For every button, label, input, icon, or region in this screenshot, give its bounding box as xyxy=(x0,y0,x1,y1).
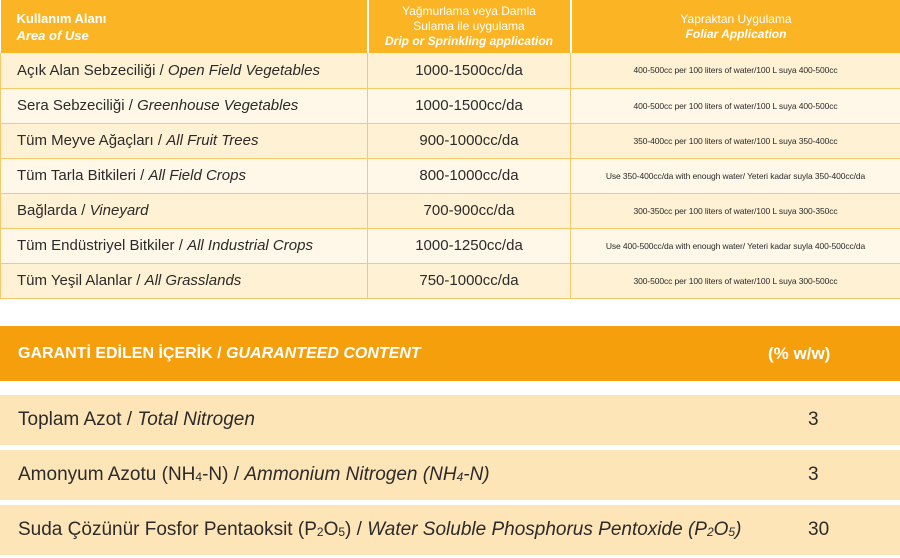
text-part: -N) xyxy=(463,464,490,485)
title-en: GUARANTEED CONTENT xyxy=(226,345,421,362)
area-cell: Sera Sebzeciliği / Greenhouse Vegetables xyxy=(1,88,368,123)
table-row xyxy=(1,53,900,88)
content-row-ammonium-nitrogen xyxy=(0,450,900,500)
foliar-cell: 400-500cc per 100 liters of water/100 L suya 400-500cc xyxy=(571,88,900,123)
area-en: All Field Crops xyxy=(148,167,246,184)
area-tr: Sera Sebzeciliği xyxy=(17,97,125,114)
area-cell: Tüm Tarla Bitkileri / All Field Crops xyxy=(1,158,368,193)
area-en: Vineyard xyxy=(89,202,149,219)
area-tr: Bağlarda xyxy=(17,202,78,219)
area-cell: Tüm Endüstriyel Bitkiler / All Industrial Crops xyxy=(1,228,368,263)
area-cell: Tüm Meyve Ağaçları / All Fruit Trees xyxy=(1,123,368,158)
content-name-tr xyxy=(18,519,351,540)
text-part: -N) xyxy=(202,464,229,485)
content-row-phosphorus-pentoxide xyxy=(0,505,900,555)
area-en: Greenhouse Vegetables xyxy=(137,97,299,114)
drip-cell: 750-1000cc/da xyxy=(368,263,571,298)
text-part: Amonyum Azotu (NH xyxy=(18,464,196,485)
area-header-tr: Kullanım Alanı xyxy=(16,10,107,26)
content-name-en xyxy=(367,519,741,540)
drip-cell: 1000-1500cc/da xyxy=(368,53,571,88)
unit-label: (% w/w) xyxy=(768,344,831,363)
content-value: 3 xyxy=(808,409,819,430)
guaranteed-content-title xyxy=(18,326,421,381)
subscript: 2 xyxy=(316,525,324,539)
text-part: Ammonium Nitrogen (NH xyxy=(244,464,457,485)
text-part: ) xyxy=(345,519,352,540)
foliar-cell: Use 350-400cc/da with enough water/ Yeteri kadar suyla 350-400cc/da xyxy=(571,158,900,193)
table-row xyxy=(1,263,900,298)
content-name: Toplam Azot / Total Nitrogen xyxy=(18,409,255,430)
area-tr: Tüm Tarla Bitkileri xyxy=(17,167,136,184)
area-cell: Açık Alan Sebzeciliği / Open Field Vegetables xyxy=(1,53,368,88)
text-part: Water Soluble Phosphorus Pentoxide (P xyxy=(367,519,707,540)
foliar-cell: 300-500cc per 100 liters of water/100 L suya 300-500cc xyxy=(571,263,900,298)
subscript: 5 xyxy=(338,525,346,539)
area-cell: Bağlarda / Vineyard xyxy=(1,193,368,228)
table-row xyxy=(1,193,900,228)
area-of-use-header xyxy=(1,0,368,53)
table-row xyxy=(1,158,900,193)
area-en: Open Field Vegetables xyxy=(167,61,320,79)
content-name: Amonyum Azotu $(NH_4-N)$ / Ammonium Nitrogen $(NH_4-N)$ xyxy=(18,464,490,485)
content-name-en: Total Nitrogen xyxy=(137,409,255,430)
drip-header-en: Drip or Sprinkling application xyxy=(384,34,553,48)
content-name-tr xyxy=(18,464,228,485)
foliar-header xyxy=(571,0,900,53)
area-tr: Tüm Yeşil Alanlar xyxy=(17,272,133,289)
drip-header-tr-2: Sulama ile uygulama xyxy=(413,19,525,33)
area-en: All Grasslands xyxy=(144,272,242,289)
drip-header-tr-1: Yağmurlama veya Damla xyxy=(402,4,536,18)
foliar-cell: Use 400-500cc/da with enough water/ Yeteri kadar suyla 400-500cc/da xyxy=(571,228,900,263)
table-header-row xyxy=(1,0,900,53)
text-part: Suda Çözünür Fosfor Pentaoksit (P xyxy=(18,519,317,540)
guaranteed-content-header xyxy=(0,326,900,381)
foliar-header-tr: Yapraktan Uygulama xyxy=(680,11,792,26)
area-header-en: Area of Use xyxy=(16,27,89,43)
content-row-total-nitrogen xyxy=(0,395,900,445)
content-name-tr: Toplam Azot xyxy=(18,409,122,430)
text-part: O xyxy=(713,519,729,540)
table-row xyxy=(1,123,900,158)
area-tr: Tüm Meyve Ağaçları xyxy=(17,132,154,149)
subscript: 4 xyxy=(195,470,203,484)
text-part: ) xyxy=(735,519,742,540)
drip-cell: 800-1000cc/da xyxy=(368,158,571,193)
content-name: Suda Çözünür Fosfor Pentaoksit $(P_2O_5)$ / Water Soluble Phosphorus Pentoxide $(P_2O_5)$ xyxy=(18,519,742,540)
drip-cell: 1000-1500cc/da xyxy=(368,88,571,123)
table-row xyxy=(1,88,900,123)
foliar-cell: 350-400cc per 100 liters of water/100 L suya 350-400cc xyxy=(571,123,900,158)
text-part: O xyxy=(323,519,339,540)
subscript: 2 xyxy=(706,525,714,539)
content-name-en xyxy=(244,464,489,485)
area-tr: Tüm Endüstriyel Bitkiler xyxy=(17,237,175,254)
drip-cell: 1000-1250cc/da xyxy=(368,228,571,263)
content-value: 3 xyxy=(808,464,819,485)
foliar-header-en: Foliar Application xyxy=(685,26,787,41)
area-en: All Industrial Crops xyxy=(187,237,313,254)
drip-cell: 900-1000cc/da xyxy=(368,123,571,158)
area-cell: Tüm Yeşil Alanlar / All Grasslands xyxy=(1,263,368,298)
drip-cell: 700-900cc/da xyxy=(368,193,571,228)
area-tr: Açık Alan Sebzeciliği xyxy=(17,61,156,79)
title-tr: GARANTİ EDİLEN İÇERİK xyxy=(18,345,213,362)
subscript: 5 xyxy=(728,525,736,539)
foliar-cell: 300-350cc per 100 liters of water/100 L suya 300-350cc xyxy=(571,193,900,228)
table-row xyxy=(1,228,900,263)
content-value: 30 xyxy=(808,519,830,540)
drip-header xyxy=(368,0,571,53)
area-en: All Fruit Trees xyxy=(166,132,259,149)
title-separator: / xyxy=(212,345,227,362)
subscript: 4 xyxy=(456,470,464,484)
foliar-cell: 400-500cc per 100 liters of water/100 L suya 400-500cc xyxy=(571,53,900,88)
